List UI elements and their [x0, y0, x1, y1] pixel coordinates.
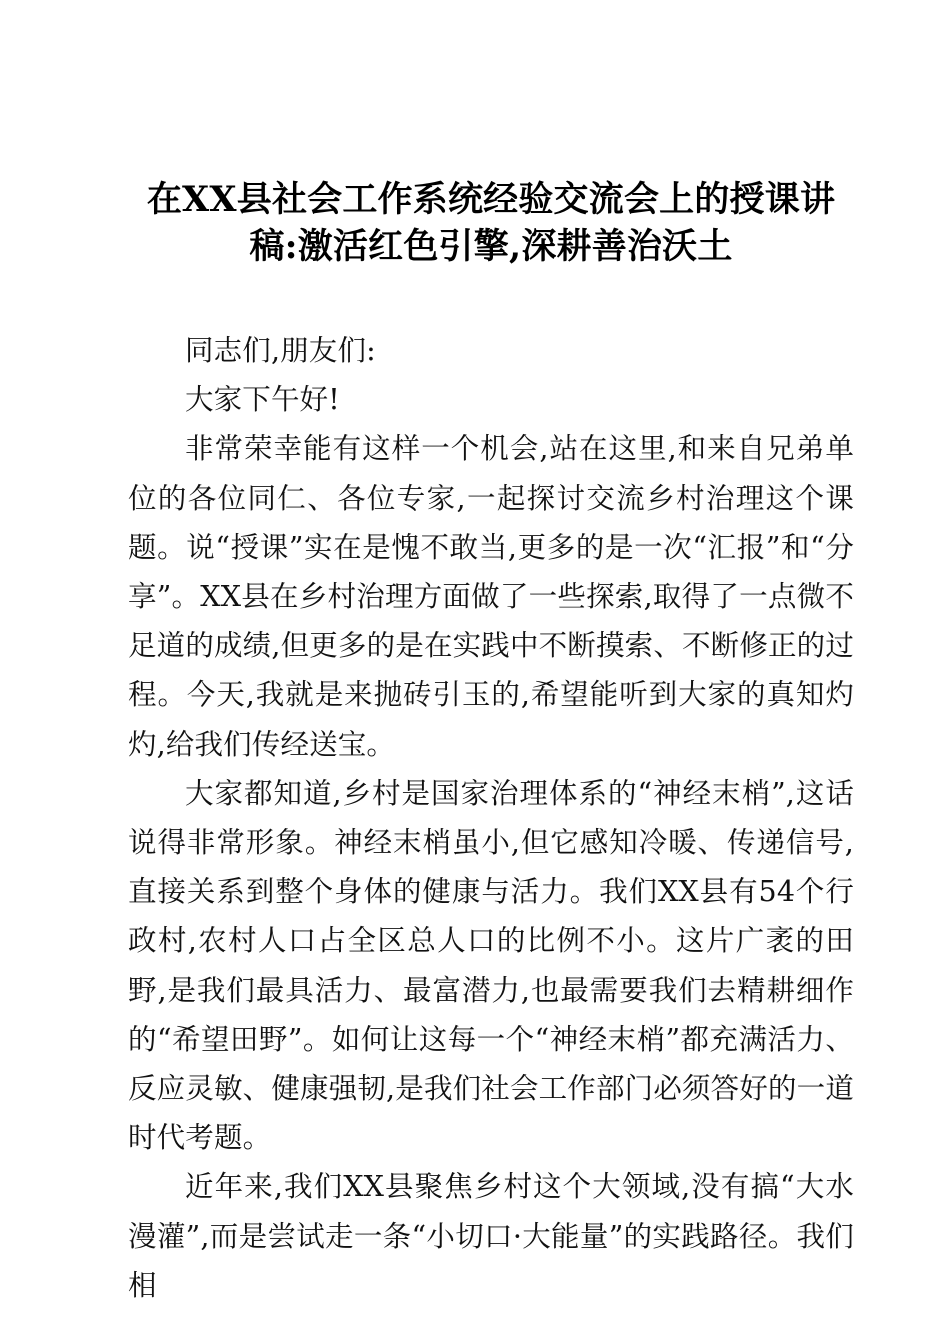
- title-body-spacer: [128, 270, 854, 326]
- document-body: [128, 0, 854, 1310]
- paragraph-nerve-endings: 大家都知道,乡村是国家治理体系的“神经末梢”,这话说得非常形象。神经末梢虽小,但它感知冷暖、传递信号,直接关系到整个身体的健康与活力。我们XX县有54个行政村,农村人口占全区总人口的比例不小。这片广袤的田野,是我们最具活力、最富潜力,也最需要我们去精耕细作的“希望田野”。如何让这每一个“神经末梢”都充满活力、反应灵敏、健康强韧,是我们社会工作部门必须答好的一道时代考题。: [128, 776, 854, 1155]
- page-title: 在XX县社会工作系统经验交流会上的授课讲稿:激活红色引擎,深耕善治沃土: [146, 179, 836, 267]
- paragraph-recent-years: 近年来,我们XX县聚焦乡村这个大领域,没有搞“大水漫灌”,而是尝试走一条“小切口·大能量”的实践路径。我们相: [128, 1170, 854, 1302]
- paragraph-opening-remarks: 非常荣幸能有这样一个机会,站在这里,和来自兄弟单位的各位同仁、各位专家,一起探讨交流乡村治理这个课题。说“授课”实在是愧不敢当,更多的是一次“汇报”和“分享”。XX县在乡村治理方面做了一些探索,取得了一点微不足道的成绩,但更多的是在实践中不断摸索、不断修正的过程。今天,我就是来抛砖引玉的,希望能听到大家的真知灼灼,给我们传经送宝。: [128, 432, 854, 761]
- paragraph-greeting: 大家下午好!: [185, 383, 340, 417]
- paragraph-salutation: 同志们,朋友们:: [185, 334, 376, 367]
